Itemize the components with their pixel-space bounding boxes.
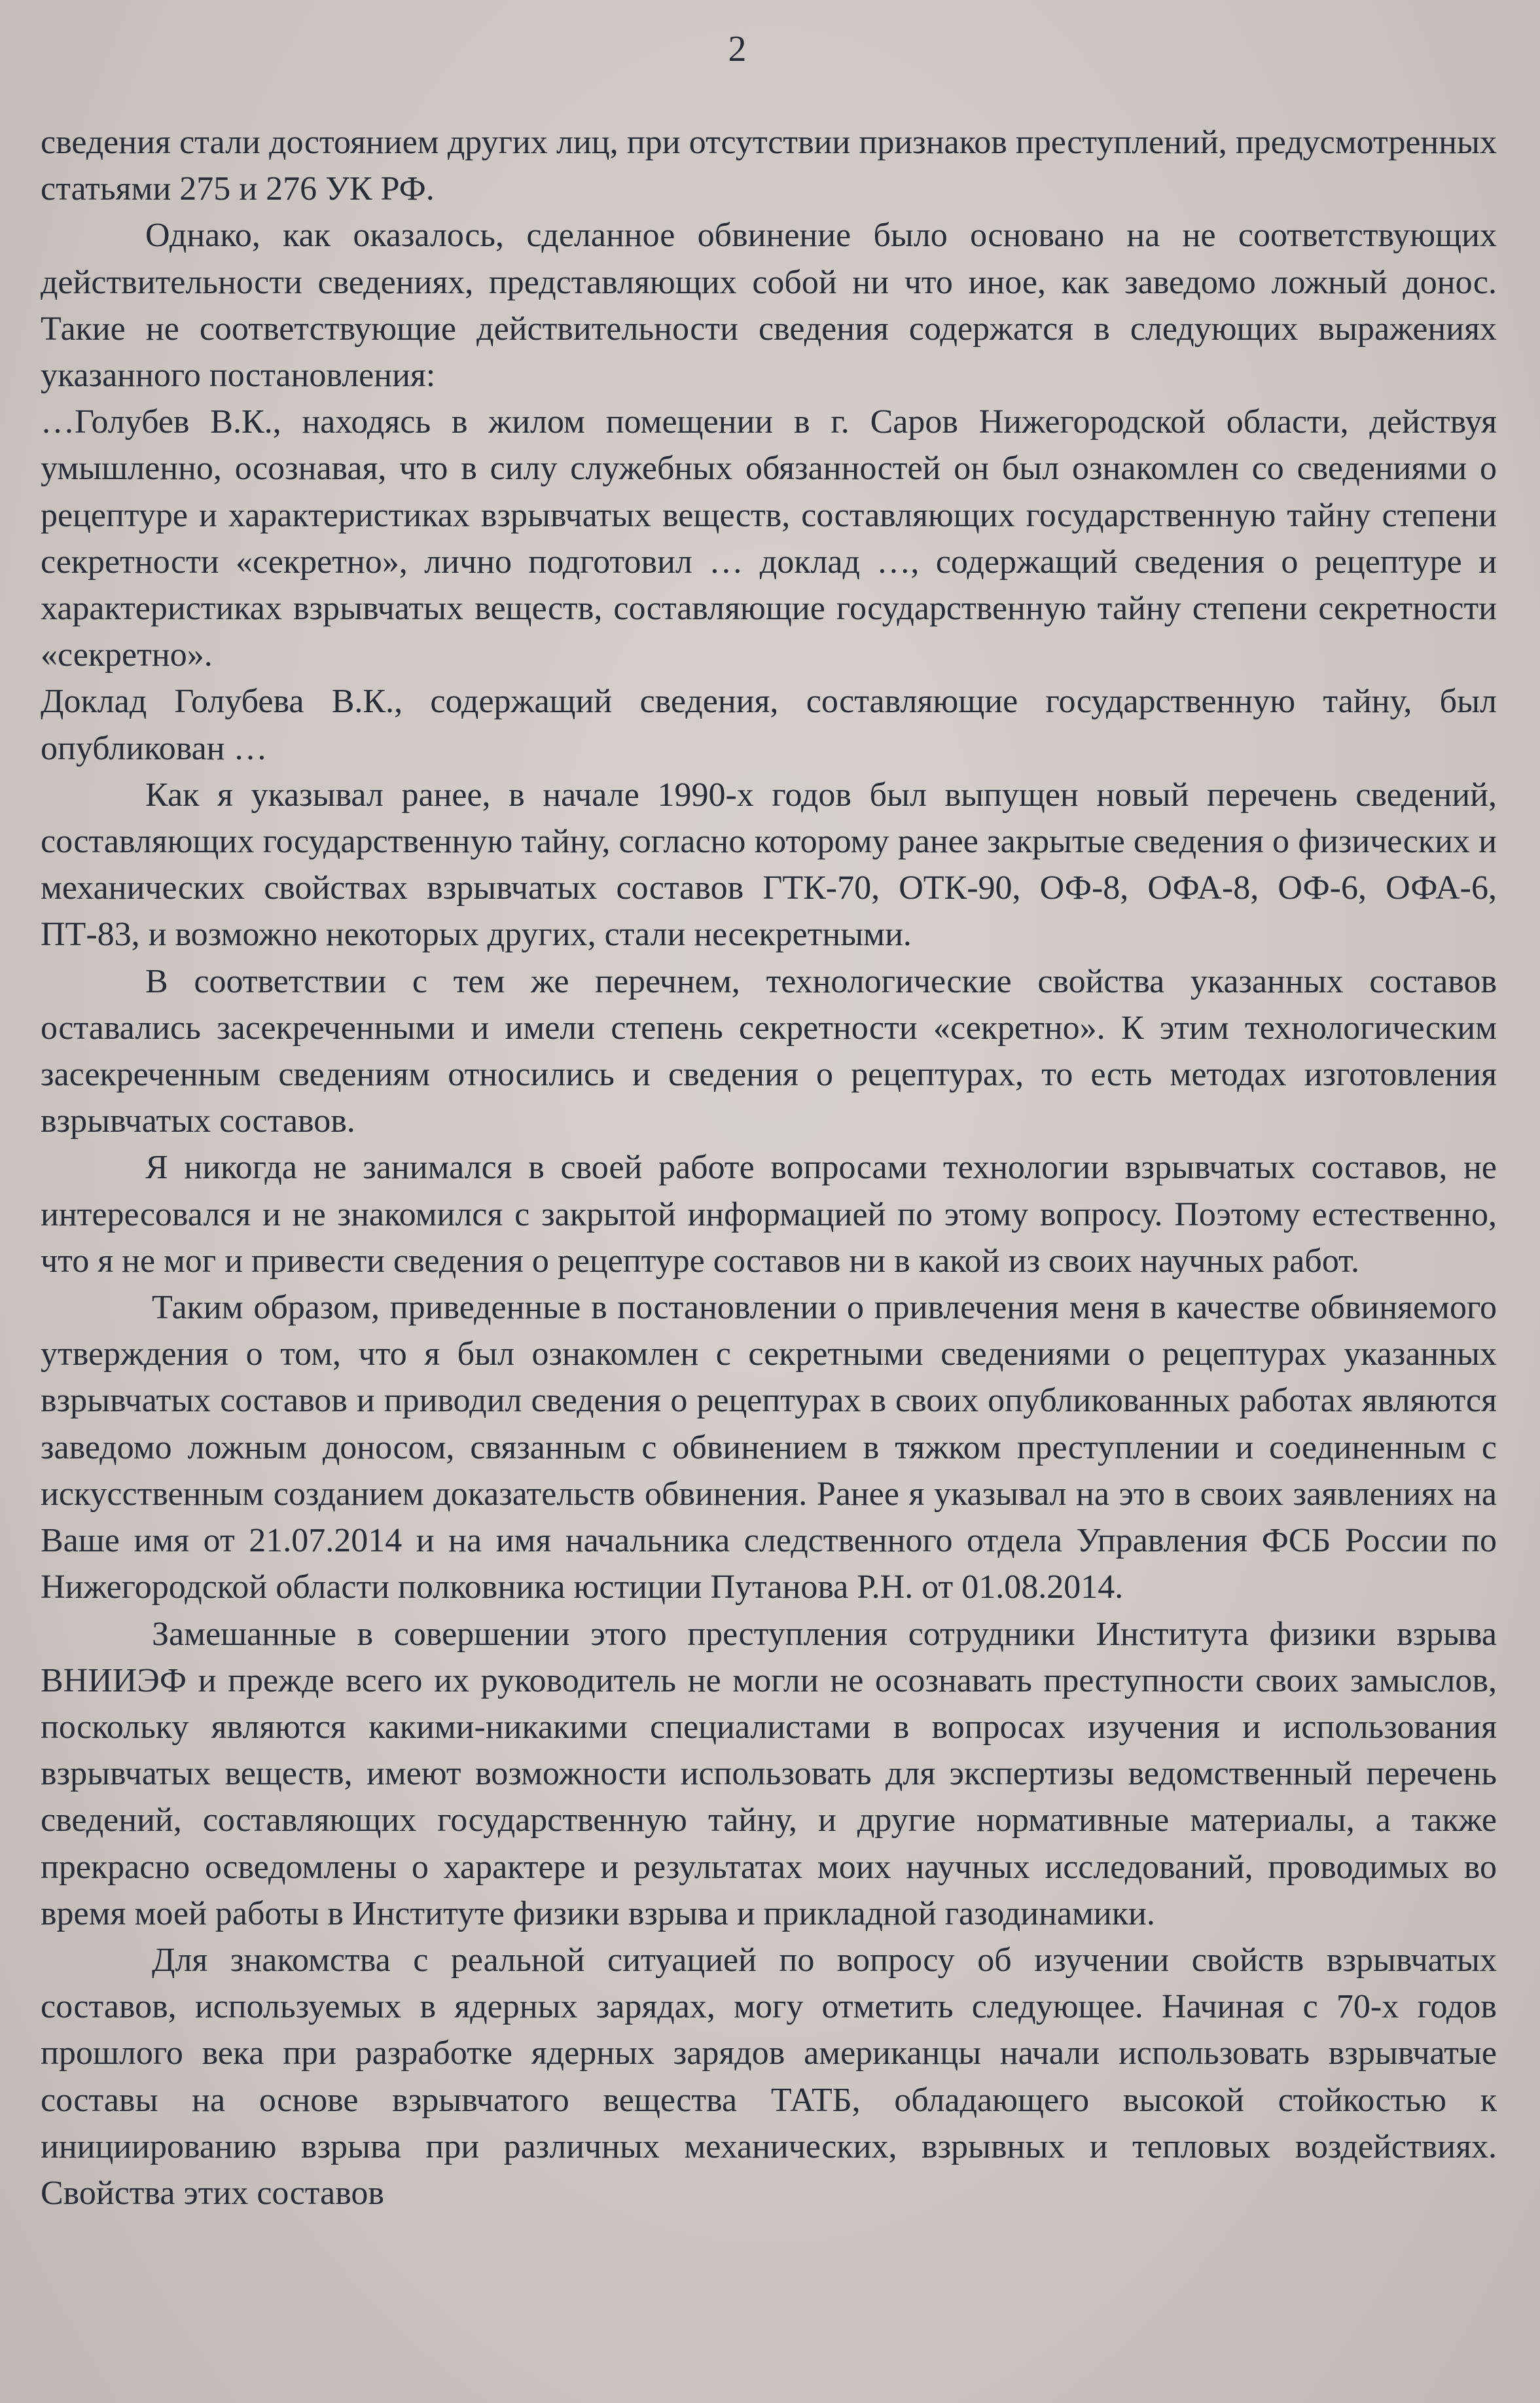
paragraph-institute-staff: Замешанные в совершении этого преступления сотрудники Института физики взрыва ВНИИЭФ и прежде всего их руководитель не могли не осознавать преступности своих замыслов, поскольку являются какими-никакими специалистами в вопросах изучения и использования взрывчатых веществ, имеют возможности использовать для экспертизы ведомственный перечень сведений, составляющих государственную тайну, и другие нормативные материалы, а также прекрасно осведомлены о характере и результатах моих научных исследований, проводимых во время моей работы в Институте физики взрыва и прикладной газодинамики. — [41, 1615, 1497, 1932]
paragraph-continuation: сведения стали достоянием других лиц, при отсутствии признаков преступлений, предусмотренных статьями 275 и 276 УК РФ. — [41, 124, 1497, 208]
paragraph-quote-end: Доклад Голубева В.К., содержащий сведения, составляющие государственную тайну, был опубликован … — [41, 683, 1497, 767]
paragraph-declassified-list: Как я указывал ранее, в начале 1990-х годов был выпущен новый перечень сведений, составляющих государственную тайну, согласно которому ранее закрытые сведения о физических и механических свойствах взрывчатых составов ГТК-70, ОТК-90, ОФ-8, ОФА-8, ОФ-6, ОФА-6, ПТ-83, и возможно некоторых других, стали несекретными. — [41, 776, 1497, 954]
paragraph-no-technology-work: Я никогда не занимался в своей работе вопросами технологии взрывчатых составов, не интересовался и не знакомился с закрытой информацией по этому вопросу. Поэтому естественно, что я не мог и привести сведения о рецептуре составов ни в какой из своих научных работ. — [41, 1149, 1497, 1280]
page-number: 2 — [728, 29, 747, 69]
paragraph-technology-secret: В соответствии с тем же перечнем, технологические свойства указанных составов оставались засекреченными и имели степень секретности «секретно». К этим технологическим засекреченным сведениям относились и сведения о рецептурах, то есть методах изготовления взрывчатых составов. — [41, 962, 1497, 1140]
paragraph-accusation-basis: Однако, как оказалось, сделанное обвинение было основано на не соответствующих действительности сведениях, представляющих собой ни что иное, как заведомо ложный донос. Такие не соответствующие действительности сведения содержатся в следующих выражениях указанного постановления: — [41, 217, 1497, 395]
paragraph-tatb-compositions: Для знакомства с реальной ситуацией по вопросу об изучении свойств взрывчатых составов, используемых в ядерных зарядах, могу отметить следующее. Начиная с 70-х годов прошлого века при разработке ядерных зарядов американцы начали использовать взрывчатые составы на основе взрывчатого вещества ТАТБ, обладающего высокой стойкостью к инициированию взрыва при различных механических, взрывных и тепловых воздействиях. Свойства этих составов — [41, 1941, 1497, 2212]
paragraph-false-denunciation: Таким образом, приведенные в постановлении о привлечения меня в качестве обвиняемого утверждения о том, что я был ознакомлен с секретными сведениями о рецептурах указанных взрывчатых составов и приводил сведения о рецептурах в своих опубликованных работах являются заведомо ложным доносом, связанным с обвинением в тяжком преступлении и соединенным с искусственным созданием доказательств обвинения. Ранее я указывал на это в своих заявлениях на Ваше имя от 21.07.2014 и на имя начальника следственного отдела Управления ФСБ России по Нижегородской области полковника юстиции Путанова Р.Н. от 01.08.2014. — [41, 1289, 1497, 1606]
document-body — [41, 119, 1497, 2216]
paragraph-quote: …Голубев В.К., находясь в жилом помещении в г. Саров Нижегородской области, действуя умышленно, осознавая, что в силу служебных обязанностей он был ознакомлен со сведениями о рецептуре и характеристиках взрывчатых веществ, составляющих государственную тайну степени секретности «секретно», лично подготовил … доклад …, содержащий сведения о рецептуре и характеристиках взрывчатых веществ, составляющие государственную тайну степени секретности «секретно». — [41, 403, 1497, 674]
